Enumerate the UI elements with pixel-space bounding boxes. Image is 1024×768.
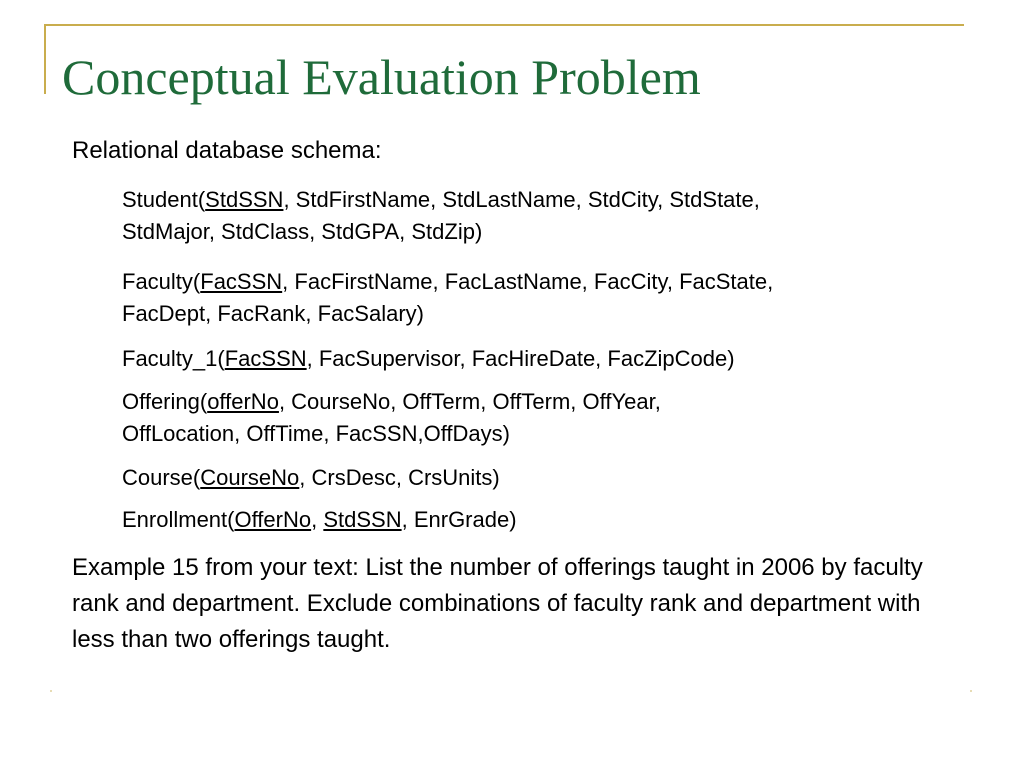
schema-faculty-line2: FacDept, FacRank, FacSalary) [122,301,424,326]
example-text: Example 15 from your text: List the number of offerings taught in 2006 by faculty rank and department. Exclude combinations of faculty rank and department with less than two offerings taught. [72,554,923,653]
primary-key: OfferNo [234,507,312,532]
table-name: Student( [122,187,206,212]
primary-key: StdSSN [323,507,402,532]
schema-offering-line1 [122,386,982,418]
table-name: Offering( [122,389,208,414]
primary-key: offerNo [207,389,279,414]
key-separator: , [311,507,324,532]
column-list: , CourseNo, OffTerm, OffTerm, OffYear, [278,389,661,414]
column-list: , EnrGrade) [401,507,517,532]
primary-key: FacSSN [200,269,283,294]
table-name: Faculty( [122,269,201,294]
schema-course-line1 [122,462,982,494]
schema-enrollment [122,504,982,536]
accent-line-vertical [44,24,46,94]
schema-student-line1 [122,184,982,216]
schema-faculty [122,266,982,330]
table-name: Course( [122,465,201,490]
corner-dot [970,690,972,692]
accent-line-horizontal [44,24,964,26]
column-list: , FacFirstName, FacLastName, FacCity, FacState, [282,269,774,294]
primary-key: StdSSN [205,187,284,212]
schema-course [122,462,982,494]
schema-faculty-1 [122,343,982,375]
column-list: , CrsDesc, CrsUnits) [299,465,500,490]
slide-title: Conceptual Evaluation Problem [62,49,701,105]
schema-offering-line2: OffLocation, OffTime, FacSSN,OffDays) [122,421,510,446]
corner-dot [50,690,52,692]
primary-key: FacSSN [224,346,307,371]
primary-key: CourseNo [200,465,300,490]
schema-intro: Relational database schema: [72,137,382,164]
table-name: Enrollment( [122,507,235,532]
column-list: , FacSupervisor, FacHireDate, FacZipCode) [306,346,735,371]
schema-student-line2: StdMajor, StdClass, StdGPA, StdZip) [122,219,483,244]
schema-faculty-line1 [122,266,982,298]
schema-faculty-1-line1 [122,343,982,375]
table-name: Faculty_1( [122,346,225,371]
schema-student [122,184,982,248]
schema-offering [122,386,982,450]
column-list: , StdFirstName, StdLastName, StdCity, StdState, [283,187,760,212]
schema-enrollment-line1 [122,504,982,536]
